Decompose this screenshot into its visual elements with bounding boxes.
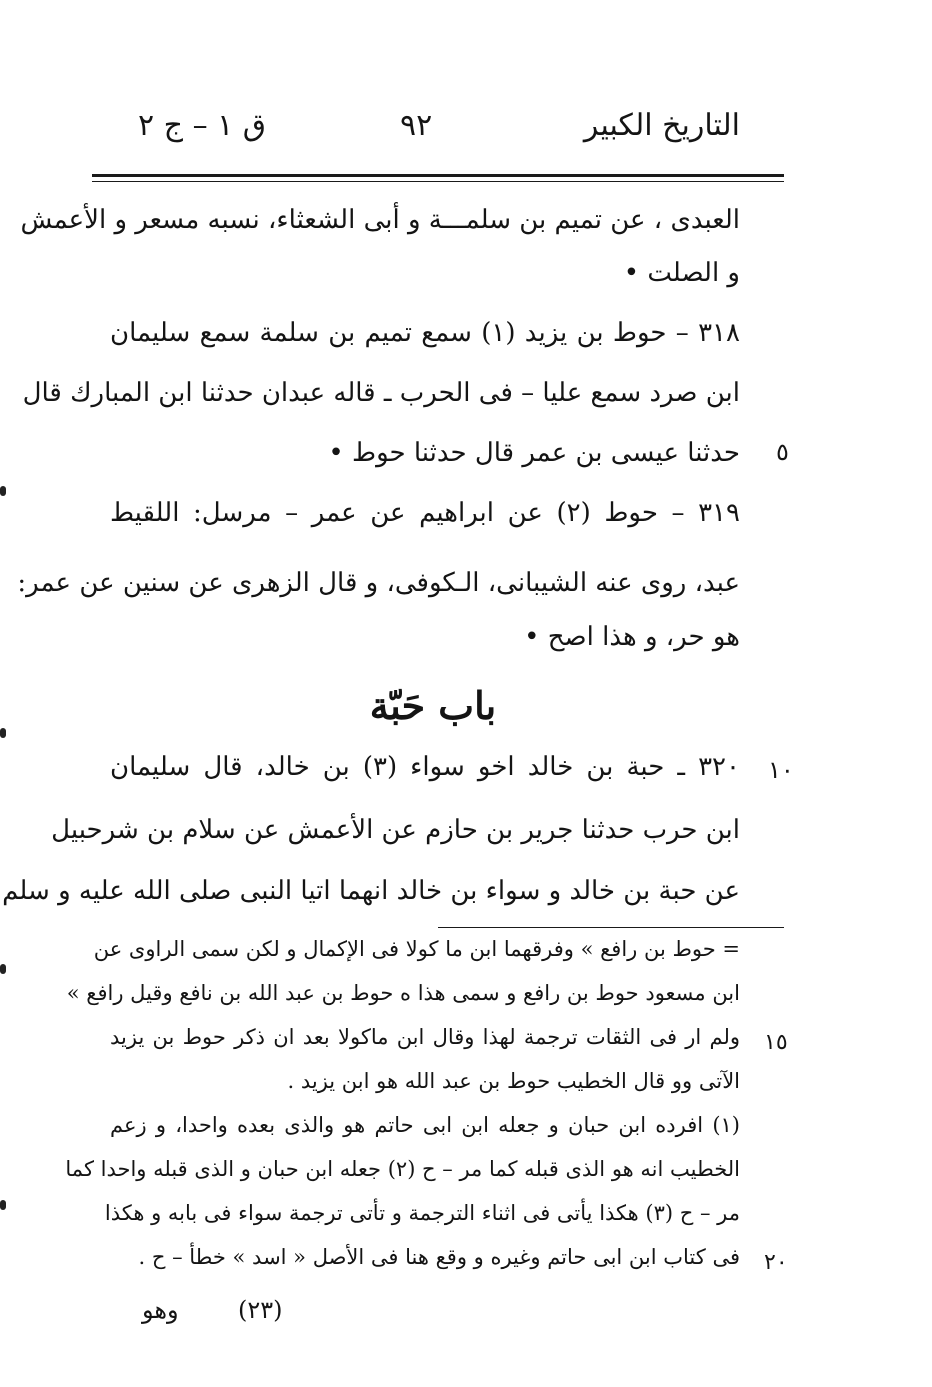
body-line: ابن صرد سمع عليا – فى الحرب ـ قاله عبدان حدثنا ابن المبارك قال (22, 378, 740, 408)
page-number: ٩٢ (400, 108, 433, 143)
volume-reference: ق ١ – ج ٢ (138, 108, 267, 143)
footnote-line: فى كتاب ابن ابى حاتم وغيره و وقع هنا فى الأصل « اسد » خطأ – ح . (138, 1245, 740, 1269)
footnote-rule (438, 927, 784, 928)
footnote-line: الخطيب انه هو الذى قبله كما مر – ح (٢) جعله ابن حبان و الذى قبله واحدا كما (65, 1157, 740, 1181)
footnote-line: ولم ار فى الثقات ترجمة لهذا وقال ابن ماكولا بعد ان ذكر حوط بن يزيد (110, 1025, 740, 1049)
body-line: العبدى ، عن تميم بن سلمـــة و أبى الشعثاء، نسبه مسعر و الأعمش (20, 205, 740, 235)
entry-318-line: ٣١٨ – حوط بن يزيد (١) سمع تميم بن سلمة سمع سليمان (110, 318, 740, 348)
scan-mark (0, 1200, 6, 1210)
header-rule-thick (92, 174, 784, 177)
body-line: هو حر، و هذا اصح • (524, 622, 740, 652)
body-line: و الصلت • (623, 258, 740, 288)
body-line: ابن حرب حدثنا جرير بن حازم عن الأعمش عن سلام بن شرحبيل (51, 815, 740, 845)
entry-320-line: ٣٢٠ ـ حبة بن خالد اخو سواء (٣) بن خالد، قال سليمان (110, 752, 740, 782)
footnote-line: ابن مسعود حوط بن رافع و سمى هذا ه حوط بن عبد الله بن نافع وقيل رافع » (66, 981, 740, 1005)
sheet-signature: (٢٣) (238, 1296, 283, 1324)
header-rule-thin (92, 181, 784, 182)
body-line: حدثنا عيسى بن عمر قال حدثنا حوط • (328, 438, 740, 468)
section-heading: باب حَبّة (369, 683, 497, 728)
entry-319-line: ٣١٩ – حوط (٢) عن ابراهيم عن عمر – مرسل: اللقيط (110, 498, 740, 528)
line-number-10: ١٠ (768, 756, 794, 784)
line-number-20: ٢٠ (764, 1250, 788, 1275)
footnote-line: = حوط بن رافع » وفرقهما ابن ما كولا فى الإكمال و لكن سمى الراوى عن (93, 937, 740, 961)
scan-mark (0, 486, 6, 496)
footnote-line: الآتى وو قال الخطيب حوط بن عبد الله هو ابن يزيد . (287, 1069, 740, 1093)
line-number-5: ٥ (776, 438, 789, 466)
body-line: عن حبة بن خالد و سواء بن خالد انهما اتيا النبى صلى الله عليه و سلم (2, 876, 740, 906)
footnote-line: مر – ح (٣) هكذا يأتى فى اثناء الترجمة و تأتى ترجمة سواء فى بابه و هكذا (104, 1201, 740, 1225)
scan-mark (0, 964, 6, 974)
line-number-15: ١٥ (764, 1030, 788, 1055)
footnote-line: (١) افرده ابن حبان و جعله ابن ابى حاتم هو والذى بعده واحدا، و زعم (110, 1113, 740, 1137)
body-line: عبد، روى عنه الشيبانى، الـكوفى، و قال الزهرى عن سنين عن عمر: (17, 568, 740, 598)
scan-mark (0, 728, 6, 738)
catchword: وهو (142, 1296, 179, 1324)
running-title: التاريخ الكبير (583, 108, 740, 143)
